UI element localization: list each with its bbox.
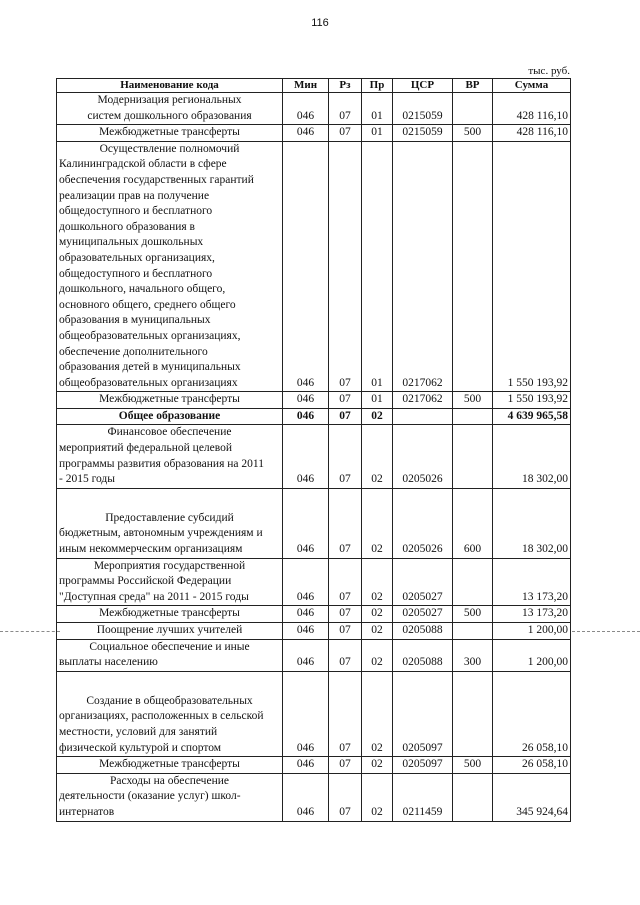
row-min-cell: 046 <box>283 639 329 671</box>
table-row <box>57 425 571 488</box>
row-sum-cell: 26 058,10 <box>493 671 571 756</box>
column-header-csr: ЦСР <box>393 79 453 93</box>
row-name-cell <box>57 141 283 392</box>
row-vr-cell <box>453 623 493 640</box>
row-name-cell <box>57 639 283 671</box>
row-name-line: общеобразовательных организациях <box>59 376 238 389</box>
row-name-line: Мероприятия государственной <box>93 559 246 572</box>
row-sum-cell: 26 058,10 <box>493 757 571 774</box>
table-row <box>57 93 571 125</box>
row-min-cell: 046 <box>283 93 329 125</box>
row-name-line: Межбюджетные трансферты <box>99 393 240 406</box>
row-sum-cell: 13 173,20 <box>493 558 571 606</box>
row-csr-cell: 0211459 <box>393 773 453 821</box>
row-min-cell: 046 <box>283 558 329 606</box>
row-min-cell: 046 <box>283 623 329 640</box>
row-name-line: Расходы на обеспечение <box>110 774 229 787</box>
row-csr-cell: 0205026 <box>393 488 453 558</box>
row-name-line: Межбюджетные трансферты <box>99 758 240 771</box>
row-pr-cell: 01 <box>362 392 393 409</box>
table-row <box>57 639 571 671</box>
row-name-line: - 2015 годы <box>59 473 116 486</box>
row-name-line: выплаты населению <box>59 656 158 669</box>
row-rz-cell: 07 <box>329 488 362 558</box>
row-name-line: образования детей в муниципальных <box>59 361 241 374</box>
row-vr-cell <box>453 141 493 392</box>
row-pr-cell: 02 <box>362 623 393 640</box>
row-csr-cell: 0205027 <box>393 558 453 606</box>
row-name-line: общедоступного и бесплатного <box>59 205 213 218</box>
row-name-line: организациях, расположенных в сельской <box>59 710 264 723</box>
row-sum-cell: 1 550 193,92 <box>493 141 571 392</box>
row-name-line: деятельности (оказание услуг) школ- <box>59 790 241 803</box>
row-rz-cell: 07 <box>329 141 362 392</box>
row-vr-cell <box>453 93 493 125</box>
row-name-line: интернатов <box>59 805 115 818</box>
scan-artifact-line-right <box>572 631 640 632</box>
row-rz-cell: 07 <box>329 639 362 671</box>
row-name-line: образовательных организациях, <box>59 251 215 264</box>
row-name-line: основного общего, среднего общего <box>59 298 236 311</box>
row-name-cell <box>57 425 283 488</box>
row-name-line: Финансовое обеспечение <box>107 426 232 439</box>
row-csr-cell: 0205088 <box>393 639 453 671</box>
row-min-cell: 046 <box>283 757 329 774</box>
row-sum-cell: 1 200,00 <box>493 623 571 640</box>
row-name-line: Общее образование <box>118 409 221 422</box>
row-vr-cell: 500 <box>453 606 493 623</box>
row-vr-cell <box>453 558 493 606</box>
column-header-name: Наименование кода <box>57 79 283 93</box>
row-min-cell: 046 <box>283 408 329 425</box>
row-pr-cell: 02 <box>362 639 393 671</box>
row-csr-cell: 0215059 <box>393 125 453 142</box>
row-sum-cell: 428 116,10 <box>493 125 571 142</box>
row-name-cell <box>57 125 283 142</box>
row-min-cell: 046 <box>283 392 329 409</box>
row-name-cell <box>57 408 283 425</box>
table-row <box>57 558 571 606</box>
row-vr-cell: 600 <box>453 488 493 558</box>
row-min-cell: 046 <box>283 488 329 558</box>
row-csr-cell: 0215059 <box>393 93 453 125</box>
row-name-line: реализации прав на получение <box>59 189 210 202</box>
table-row <box>57 141 571 392</box>
row-vr-cell <box>453 773 493 821</box>
row-pr-cell: 02 <box>362 606 393 623</box>
row-name-cell <box>57 558 283 606</box>
row-name-line: муниципальных дошкольных <box>59 236 204 249</box>
row-name-line: дошкольного образования в <box>59 220 195 233</box>
row-vr-cell <box>453 671 493 756</box>
table-row <box>57 125 571 142</box>
row-pr-cell: 01 <box>362 125 393 142</box>
row-name-line: физической культурой и спортом <box>59 741 222 754</box>
row-min-cell: 046 <box>283 425 329 488</box>
row-rz-cell: 07 <box>329 93 362 125</box>
row-sum-cell: 428 116,10 <box>493 93 571 125</box>
row-sum-cell: 4 639 965,58 <box>493 408 571 425</box>
row-sum-cell: 18 302,00 <box>493 488 571 558</box>
row-pr-cell: 02 <box>362 773 393 821</box>
row-name-line: "Доступная среда" на 2011 - 2015 годы <box>59 590 249 603</box>
row-name-line: общеобразовательных организациях, <box>59 329 241 342</box>
row-rz-cell: 07 <box>329 671 362 756</box>
row-name-line: иным некоммерческим организациям <box>59 543 243 556</box>
row-pr-cell: 02 <box>362 558 393 606</box>
row-vr-cell: 500 <box>453 125 493 142</box>
row-pr-cell: 02 <box>362 671 393 756</box>
table-row <box>57 773 571 821</box>
row-pr-cell: 01 <box>362 93 393 125</box>
row-rz-cell: 07 <box>329 606 362 623</box>
row-sum-cell: 345 924,64 <box>493 773 571 821</box>
row-name-cell <box>57 773 283 821</box>
row-name-line: бюджетным, автономным учреждениям и <box>59 527 263 540</box>
row-name-line: образования в муниципальных <box>59 314 211 327</box>
row-name-cell <box>57 623 283 640</box>
table-row <box>57 757 571 774</box>
row-min-cell: 046 <box>283 606 329 623</box>
scan-artifact-line-left <box>0 631 60 632</box>
row-vr-cell <box>453 425 493 488</box>
table-body <box>57 93 571 822</box>
row-name-cell <box>57 488 283 558</box>
row-sum-cell: 1 550 193,92 <box>493 392 571 409</box>
row-name-line: обеспечение дополнительного <box>59 345 208 358</box>
row-name-line: Межбюджетные трансферты <box>99 607 240 620</box>
row-name-line: Социальное обеспечение и иные <box>89 640 250 653</box>
row-csr-cell: 0205088 <box>393 623 453 640</box>
row-name-line: Создание в общеобразовательных <box>86 694 253 707</box>
table-row <box>57 623 571 640</box>
row-rz-cell: 07 <box>329 408 362 425</box>
row-name-cell <box>57 93 283 125</box>
row-csr-cell: 0217062 <box>393 141 453 392</box>
row-name-cell <box>57 757 283 774</box>
row-min-cell: 046 <box>283 125 329 142</box>
row-min-cell: 046 <box>283 773 329 821</box>
row-name-line: общедоступного и бесплатного <box>59 267 213 280</box>
row-name-line: дошкольного, начального общего, <box>59 283 226 296</box>
page-number: 116 <box>311 17 329 29</box>
row-rz-cell: 07 <box>329 425 362 488</box>
table-row <box>57 392 571 409</box>
row-name-line: местности, условий для занятий <box>59 725 218 738</box>
row-name-line: Предоставление субсидий <box>105 511 234 524</box>
row-vr-cell <box>453 408 493 425</box>
table-row <box>57 606 571 623</box>
column-header-vr: ВР <box>453 79 493 93</box>
table-row <box>57 671 571 756</box>
budget-table <box>56 78 571 822</box>
row-csr-cell: 0217062 <box>393 392 453 409</box>
row-name-line: программы Российской Федерации <box>59 575 232 588</box>
column-header-rz: Рз <box>329 79 362 93</box>
row-name-line: обеспечения государственных гарантий <box>59 173 254 186</box>
row-vr-cell: 500 <box>453 757 493 774</box>
row-name-line: систем дошкольного образования <box>87 109 252 122</box>
row-csr-cell: 0205097 <box>393 757 453 774</box>
row-name-line: программы развития образования на 2011 <box>59 457 264 470</box>
row-sum-cell: 1 200,00 <box>493 639 571 671</box>
row-pr-cell: 02 <box>362 408 393 425</box>
row-min-cell: 046 <box>283 671 329 756</box>
row-rz-cell: 07 <box>329 757 362 774</box>
row-vr-cell: 500 <box>453 392 493 409</box>
row-name-line: мероприятий федеральной целевой <box>59 442 233 455</box>
row-name-line: Модернизация региональных <box>97 94 242 106</box>
row-csr-cell: 0205027 <box>393 606 453 623</box>
row-name-line: Поощрение лучших учителей <box>96 624 243 636</box>
table-row <box>57 488 571 558</box>
row-vr-cell: 300 <box>453 639 493 671</box>
row-pr-cell: 02 <box>362 757 393 774</box>
row-name-line: Межбюджетные трансферты <box>99 126 240 139</box>
row-pr-cell: 02 <box>362 488 393 558</box>
row-name-cell <box>57 671 283 756</box>
row-rz-cell: 07 <box>329 392 362 409</box>
table-row <box>57 408 571 425</box>
row-name-cell <box>57 392 283 409</box>
row-name-line: Осуществление полномочий <box>99 142 240 155</box>
column-header-min: Мин <box>283 79 329 93</box>
row-rz-cell: 07 <box>329 558 362 606</box>
row-pr-cell: 02 <box>362 425 393 488</box>
column-header-pr: Пр <box>362 79 393 93</box>
row-rz-cell: 07 <box>329 623 362 640</box>
row-csr-cell: 0205097 <box>393 671 453 756</box>
row-csr-cell: 0205026 <box>393 425 453 488</box>
row-min-cell: 046 <box>283 141 329 392</box>
row-sum-cell: 18 302,00 <box>493 425 571 488</box>
row-rz-cell: 07 <box>329 125 362 142</box>
units-label: тыс. руб. <box>528 65 570 77</box>
row-csr-cell <box>393 408 453 425</box>
column-header-sum: Сумма <box>493 79 571 93</box>
table-header-row <box>57 79 571 93</box>
row-name-line: Калининградской области в сфере <box>59 158 227 171</box>
row-name-cell <box>57 606 283 623</box>
row-pr-cell: 01 <box>362 141 393 392</box>
row-sum-cell: 13 173,20 <box>493 606 571 623</box>
row-rz-cell: 07 <box>329 773 362 821</box>
